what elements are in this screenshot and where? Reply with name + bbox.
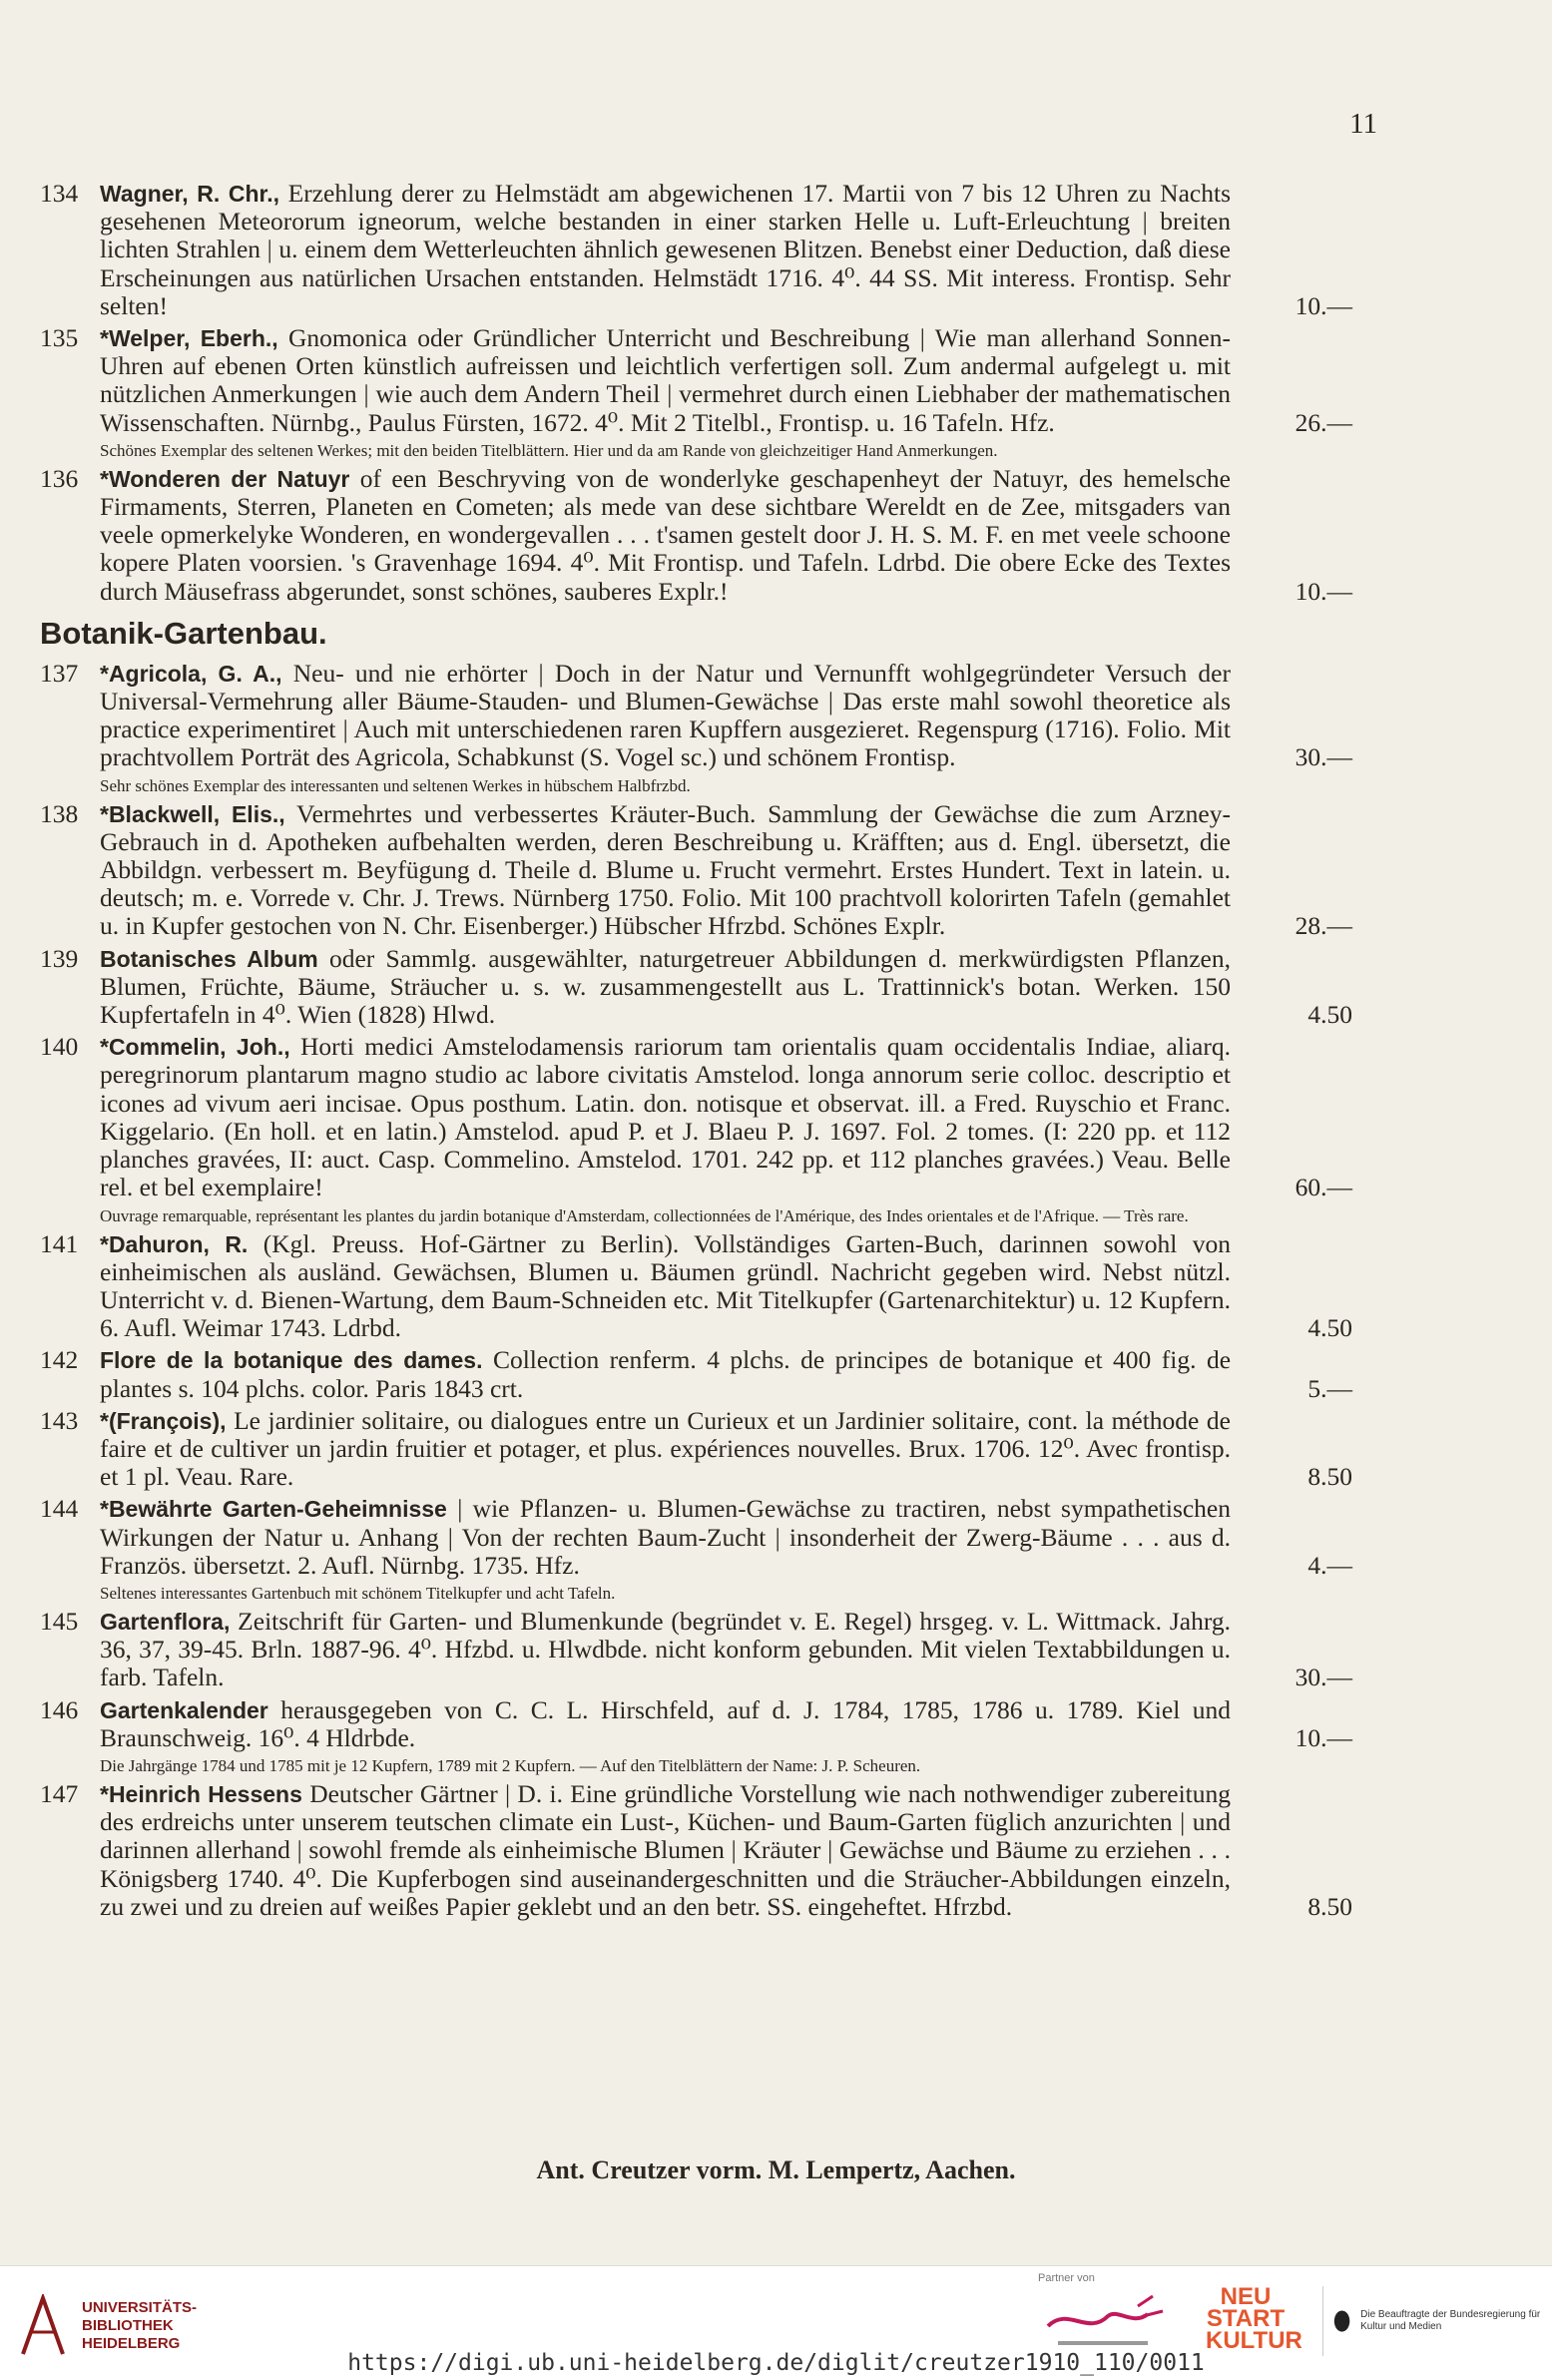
entry-price: 5.— — [1307, 1373, 1352, 1403]
entry-body — [40, 800, 1352, 941]
entry-author-title: *Dahuron, R. — [100, 1230, 249, 1257]
viewer-bottom-bar — [0, 2265, 1552, 2380]
entry-price: 30.— — [1294, 742, 1352, 772]
entry-author-title: Flore de la botanique des dames. — [100, 1347, 483, 1374]
entry-number: 137 — [40, 658, 79, 688]
entry-note: Ouvrage remarquable, représentant les plantes du jardin botanique d'Amsterdam, collectionnées de l'Amérique, des Indes orientales et de l'Afrique. — Très rare. — [100, 1205, 1189, 1225]
entry-text — [100, 180, 1231, 320]
entry-body — [40, 1407, 1352, 1492]
entry-number: 134 — [40, 179, 79, 208]
entry-description: (Kgl. Preuss. Hof-Gärtner zu Berlin). Vollständiges Garten-Buch, darinnen sowohl von einheimischen als ausländ. Gewächsen, Blumen u. Bäumen gründl. Nachricht gegeben wird. Nebst nützl. Unterricht v. d. Bienen-Wartung, dem Baum-Schneiden etc. Mit Titelkupfer (Gartenarchitektur) u. 12 Kupfern. 6. Aufl. Weimar 1743. Ldrbd. — [100, 1228, 1232, 1343]
catalog-entry — [40, 1780, 1352, 1921]
section-heading: Botanik-Gartenbau. — [40, 615, 327, 651]
entry-number: 138 — [40, 798, 79, 828]
bkm-logo[interactable] — [1322, 2286, 1546, 2356]
entry-price: 4.50 — [1307, 1000, 1352, 1030]
catalog-entry — [40, 800, 1352, 941]
entry-text — [100, 660, 1231, 772]
neustart-line-1: NEU — [1220, 2283, 1272, 2310]
entry-author-title: Gartenflora, — [100, 1608, 231, 1635]
bkm-text: Die Beauftragte der Bundesregierung für Kultur und Medien — [1360, 2309, 1541, 2332]
entry-number: 141 — [40, 1228, 79, 1258]
entry-number: 142 — [40, 1345, 79, 1375]
entry-text — [100, 1230, 1231, 1343]
entry-price: 60.— — [1294, 1173, 1352, 1202]
entry-body — [40, 1033, 1352, 1201]
entry-text — [100, 945, 1231, 1030]
entry-number: 135 — [40, 323, 79, 353]
entry-number: 139 — [40, 943, 79, 973]
entry-description: Horti medici Amstelodamensis rariorum tam orientalis quam occidentalis Indiae, aliarq. peregrinorum plantarum magno studio ac labore civitatis Amstelod. longa annorum serie colloc. descriptio et icones ad vivum aeri incisae. Opus posthum. Latin. don. notisque et observat. ill. a Fred. Ruyschio et Franc. Kiggelario. (En holl. et en latin.) Amstelod. apud P. et J. Blaeu P. J. 1697. Fol. 2 tomes. (I: 220 pp. et 112 planches gravées, II: auct. Casp. Commelino. Amstelod. 1701. 242 pp. et 112 planches gravées.) Veau. Belle rel. et bel exemplaire! — [100, 1032, 1231, 1202]
page-number: 11 — [1349, 108, 1377, 140]
entry-price: 4.— — [1307, 1550, 1352, 1580]
entry-text — [100, 1608, 1231, 1692]
entry-body — [40, 660, 1352, 772]
entry-number: 136 — [40, 463, 79, 493]
entry-description: Collection renferm. 4 plchs. de principes de botanique et 400 fig. de plantes s. 104 plchs. color. Paris 1843 crt. — [100, 1345, 1232, 1403]
catalog-entry — [40, 1608, 1352, 1692]
catalog-entry — [40, 465, 1352, 606]
entry-price: 30.— — [1294, 1663, 1352, 1692]
entry-price: 10.— — [1294, 1722, 1352, 1752]
neustart-kultur-logo[interactable] — [1206, 2283, 1302, 2354]
entries-bottom — [40, 660, 1352, 1921]
catalog-entry — [40, 1696, 1352, 1776]
entry-author-title: *Blackwell, Elis., — [100, 800, 285, 827]
entry-description: Zeitschrift für Garten- und Blumenkunde (begründet v. E. Regel) hrsgeg. v. L. Wittmack. Jahrg. 36, 37, 39-45. Brln. 1887-96. 4⁰. Hfzbd. u. Hlwdbde. nicht konform gebunden. Mit vielen Textabbildungen u. farb. Tafeln. — [100, 1606, 1231, 1692]
entry-number: 145 — [40, 1606, 79, 1636]
entry-body — [40, 945, 1352, 1030]
catalog-content — [40, 180, 1352, 1925]
catalog-entry — [40, 1495, 1352, 1604]
entry-number: 147 — [40, 1778, 79, 1808]
library-line-1: UNIVERSITÄTS- — [82, 2299, 198, 2316]
entry-body — [40, 1230, 1352, 1343]
partner-label: Partner von — [1038, 2272, 1095, 2284]
entry-author-title: *Agricola, G. A., — [100, 660, 282, 687]
entry-description: of een Beschryving von de wonderlyke geschapenheyt der Natuyr, des hemelsche Firmaments, Sterren, Planeten en Cometen; als mede van dese sichtbare Wereldt en de Zee, mitsgaders van veele opmerkelyke Wonderen, en wondergevallen . . . t'samen gestelt door J. H. S. M. F. en met veele schoone kopere Platen voorsien. 's Gravenhage 1694. 4⁰. Mit Frontisp. und Tafeln. Ldrbd. Die obere Ecke des Textes durch Mäusefrass abgerundet, sonst schönes, sauberes Explr.! — [100, 463, 1231, 606]
catalog-entry — [40, 660, 1352, 796]
page-url[interactable]: https://digi.ub.uni-heidelberg.de/diglit/creutzer1910_110/0011 — [347, 2350, 1205, 2376]
entry-text — [100, 1407, 1231, 1492]
entry-body — [40, 465, 1352, 606]
entry-text — [100, 1696, 1231, 1752]
entry-text — [100, 465, 1231, 606]
catalog-entry — [40, 1033, 1352, 1225]
ub-heidelberg-logo[interactable] — [18, 2294, 197, 2358]
neustart-line-2: START — [1206, 2305, 1286, 2332]
catalog-entry — [40, 1407, 1352, 1492]
entry-description: Le jardinier solitaire, ou dialogues entre un Curieux et un Jardinier solitaire, cont. la méthode de faire et de cultiver un jardin fruitier et potager, et plus. expériences nouvelles. Brux. 1706. 12⁰. Avec frontisp. et 1 pl. Veau. Rare. — [100, 1405, 1231, 1492]
entry-description: | wie Pflanzen- u. Blumen-Gewächse zu tractiren, nebst sympathetischen Wirkungen der Natur u. Anhang | Von der rechten Baum-Zucht | insonderheit der Zwerg-Bäume . . . aus d. Französ. übersetzt. 2. Aufl. Nürnbg. 1735. Hfz. — [100, 1494, 1231, 1580]
entry-author-title: Botanisches Album — [100, 945, 318, 972]
entry-note: Die Jahrgänge 1784 und 1785 mit je 12 Kupfern, 1789 mit 2 Kupfern. — Auf den Titelblättern der Name: J. P. Scheuren. — [100, 1755, 921, 1775]
entry-author-title: *Bewährte Garten-Geheimnisse — [100, 1496, 447, 1523]
entry-body — [40, 1608, 1352, 1692]
entry-note: Schönes Exemplar des seltenen Werkes; mit den beiden Titelblättern. Hier und da am Rande von gleichzeitiger Hand Anmerkungen. — [100, 440, 998, 460]
entry-price: 8.50 — [1307, 1891, 1352, 1921]
catalog-entry — [40, 1230, 1352, 1343]
entry-text — [100, 800, 1231, 941]
library-line-3: HEIDELBERG — [82, 2335, 181, 2352]
entry-description: oder Sammlg. ausgewählter, naturgetreuer Abbildungen d. merkwürdigsten Pflanzen, Blumen, Früchte, Bäume, Sträucher u. s. w. zusammengestellt aus L. Trattinnick's botan. Werken. 150 Kupfertafeln in 4⁰. Wien (1828) Hlwd. — [100, 943, 1231, 1030]
catalog-entry — [40, 945, 1352, 1030]
entry-author-title: *(François), — [100, 1407, 227, 1434]
entry-body — [40, 324, 1352, 437]
entry-number: 143 — [40, 1405, 79, 1435]
entry-author-title: *Welper, Eberh., — [100, 325, 278, 352]
entry-author-title: *Heinrich Hessens — [100, 1780, 302, 1807]
entry-price: 10.— — [1294, 290, 1352, 320]
federal-eagle-icon — [1331, 2301, 1352, 2341]
entry-text — [100, 1346, 1231, 1402]
entry-price: 26.— — [1294, 407, 1352, 437]
entry-author-title: Wagner, R. Chr., — [100, 181, 280, 207]
entries-top — [40, 180, 1352, 606]
ddb-logo-icon[interactable] — [1038, 2286, 1188, 2356]
entry-number: 146 — [40, 1694, 79, 1724]
entry-price: 4.50 — [1307, 1313, 1352, 1343]
catalog-entry — [40, 324, 1352, 461]
catalog-entry — [40, 1346, 1352, 1402]
entry-body — [40, 1696, 1352, 1752]
ub-heidelberg-mark-icon — [18, 2294, 68, 2358]
entry-text — [100, 1033, 1231, 1201]
entry-description: Deutscher Gärtner | D. i. Eine gründliche Vorstellung wie nach nothwendiger zubereitung des erdreichs unter unserem teutschen climate ein Lust-, Küchen- und Baum-Garten füglich anzurichten | und darinnen allerhand | sowohl fremde als einheimische Blumen | Kräuter | Gewächse und Bäume zu erziehen . . . Königsberg 1740. 4⁰. Die Kupferbogen sind auseinandergeschnitten und die Sträucher-Abbildungen einzeln, zu zwei und zu dreien auf weißes Papier geklebt und an den betr. SS. eingeheftet. Hfrzbd. — [100, 1778, 1231, 1921]
entry-note: Sehr schönes Exemplar des interessanten und seltenen Werkes in hübschem Halbfrzbd. — [100, 775, 691, 795]
entry-text — [100, 324, 1231, 437]
entry-note: Seltenes interessantes Gartenbuch mit schönem Titelkupfer und acht Tafeln. — [100, 1583, 616, 1603]
entry-text — [100, 1495, 1231, 1580]
entry-description: Erzehlung derer zu Helmstädt am abgewichenen 17. Martii von 7 bis 12 Uhren zu Nachts gesehenen Meteororum igneorum, welche bestanden in einer starken Helle u. Luft-Erleuchtung | breiten lichten Strahlen | u. einem dem Wetterleuchten ähnlich gewesenen Blitzen. Benebst einer Deduction, daß diese Erscheinungen aus natürlichen Ursachen entstanden. Helmstädt 1716. 4⁰. 44 SS. Mit interess. Frontisp. Sehr selten! — [100, 179, 1231, 320]
entry-body — [40, 1346, 1352, 1402]
entry-price: 28.— — [1294, 911, 1352, 941]
entry-price: 10.— — [1294, 576, 1352, 606]
entry-author-title: Gartenkalender — [100, 1696, 268, 1723]
entry-body — [40, 1495, 1352, 1580]
library-line-2: BIBLIOTHEK — [82, 2317, 174, 2334]
entry-author-title: *Wonderen der Natuyr — [100, 465, 350, 492]
library-name — [82, 2299, 197, 2353]
entry-text — [100, 1780, 1231, 1921]
entry-description: Vermehrtes und verbessertes Kräuter-Buch. Sammlung der Gewächse die zum Arzney-Gebrauch in d. Apotheken aufbehalten werden, deren Beschreibung u. Kräfften; aus d. Engl. übersetzt, die Abbildgn. verbessert m. Beyfügung d. Theile d. Blume u. Frucht vermehrt. Erstes Hundert. Text in latein. u. deutsch; m. e. Vorrede v. Chr. J. Trews. Nürnberg 1750. Folio. Mit 100 prachtvoll kolorirten Tafeln (gemahlet u. in Kupfer gestochen von N. Chr. Eisenberger.) Hübscher Hfrzbd. Schönes Explr. — [100, 798, 1231, 941]
entry-author-title: *Commelin, Joh., — [100, 1034, 290, 1061]
entry-description: herausgegeben von C. C. L. Hirschfeld, auf d. J. 1784, 1785, 1786 u. 1789. Kiel und Braunschweig. 16⁰. 4 Hldrbde. — [100, 1694, 1231, 1752]
entry-description: Neu- und nie erhörter | Doch in der Natur und Vernunfft wohlgegründeter Versuch der Universal-Vermehrung aller Bäume-Stauden- und Blumen-Gewächse | Das erste mahl sowohl theoretice als practice experimentiret | Auch mit unterschiedenen raren Kupffern ausgezieret. Regenspurg (1716). Folio. Mit prachtvollem Porträt des Agricola, Schabkunst (S. Vogel sc.) und schönem Frontisp. — [100, 658, 1231, 772]
entry-description: Gnomonica oder Gründlicher Unterricht und Beschreibung | Wie man allerhand Sonnen-Uhren auf ebenen Orten künstlich aufreissen und leichtlich verfertigen soll. Zum andermal aufgelegt u. mit nützlichen Anmerkungen | wie auch dem Andern Theil | vermehret durch einen Liebhaber der mathematischen Wissenschaften. Nürnbg., Paulus Fürsten, 1672. 4⁰. Mit 2 Titelbl., Frontisp. u. 16 Tafeln. Hfz. — [100, 323, 1231, 437]
publisher-footer: Ant. Creutzer vorm. M. Lempertz, Aachen. — [536, 2155, 1016, 2184]
entry-body — [40, 1780, 1352, 1921]
entry-price: 8.50 — [1307, 1462, 1352, 1492]
entry-number: 140 — [40, 1032, 79, 1062]
neustart-line-3: KULTUR — [1206, 2327, 1302, 2354]
catalog-entry — [40, 180, 1352, 320]
entry-body — [40, 180, 1352, 320]
entry-number: 144 — [40, 1494, 79, 1524]
